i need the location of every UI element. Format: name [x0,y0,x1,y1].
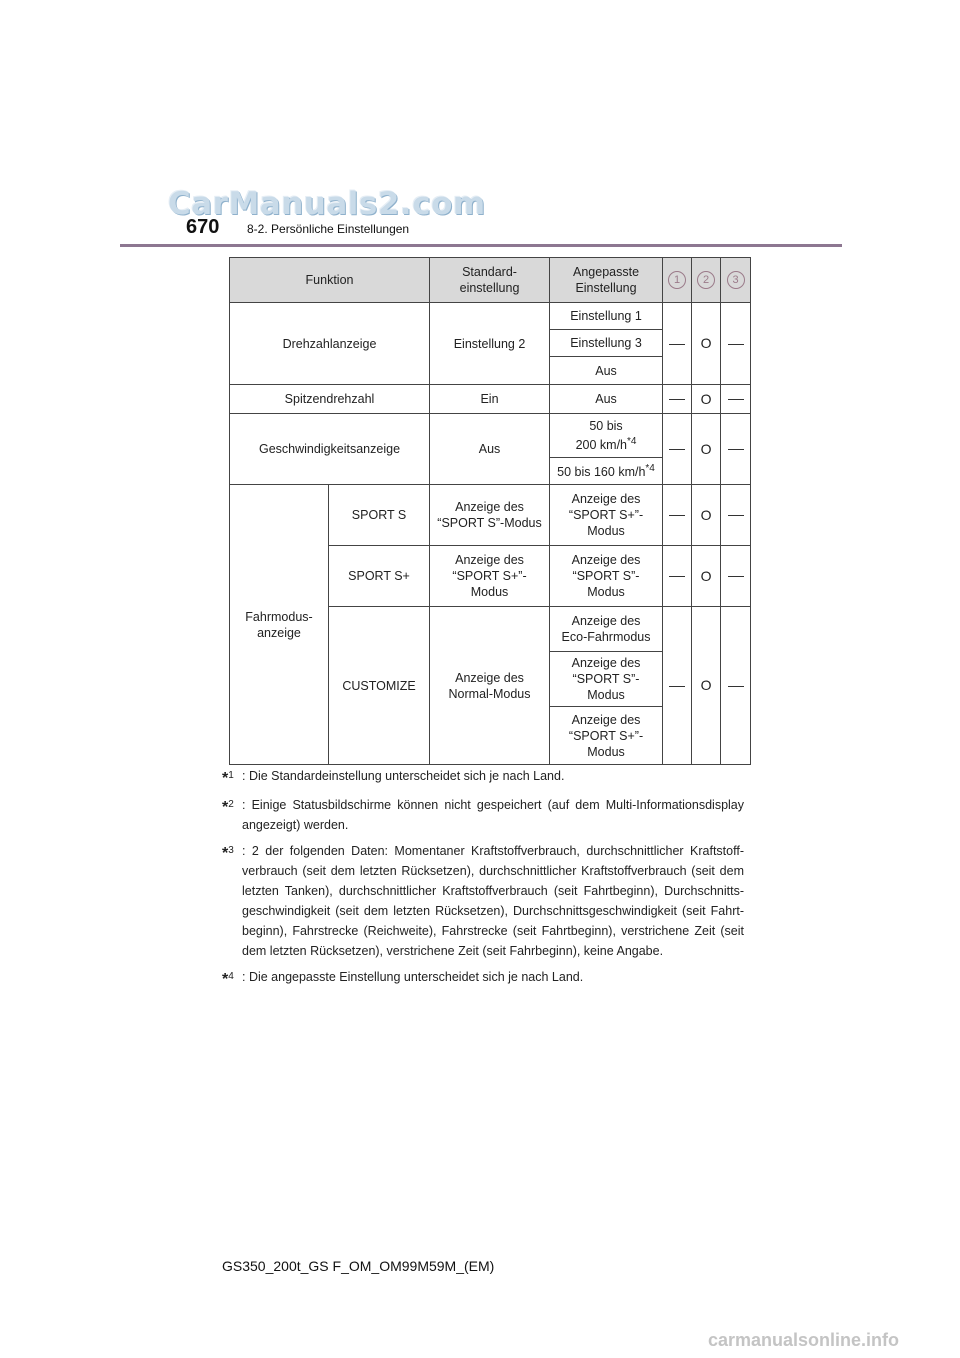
row-option: Anzeige des “SPORT S”-Modus [550,652,663,707]
footnote-ref: *4 [627,435,637,447]
row-standard: Aus [430,414,550,485]
row-funktion: Spitzendrehzahl [230,385,430,414]
mode-label: SPORT S [329,485,430,546]
dash-cell [721,485,751,546]
row-funktion: Drehzahlanzeige [230,303,430,385]
header-standard: Standard- einstellung [430,258,550,303]
dash-cell [721,607,751,765]
footnote-mark: *$^4$ [222,971,234,989]
footnotes [222,766,744,996]
circle-cell [692,303,721,385]
footnote-text: : Die angepasste Einstellung unterscheidet sich je nach Land. [242,970,584,985]
footnote [222,795,744,835]
row-option: Anzeige des Eco-Fahrmodus [550,607,663,652]
watermark-text: carmanualsonline.info [708,1330,900,1350]
footnote-mark: *$^1$ [222,770,234,788]
dash-mark [728,344,744,345]
row-option: Einstellung 1 [550,303,663,330]
footnote-text: : Die Standardeinstellung unterscheidet sich je nach Land. [242,769,565,783]
footnote [222,967,744,990]
circle-cell [692,607,721,765]
dash-mark [728,515,744,516]
table-row [230,485,751,546]
option-text: 50 bis 200 km/h [575,418,627,453]
dash-mark [669,449,685,450]
mode-label: CUSTOMIZE [329,607,430,765]
row-standard: Anzeige des “SPORT S”-Modus [430,485,550,546]
row-option: Anzeige des “SPORT S+”- Modus [550,707,663,765]
circle-mark: O [700,335,712,351]
dash-cell [721,546,751,607]
footnote-text: : Einige Statusbildschirme können nicht gespeichert (auf dem Multi-Informationsdisplay angezeigt) werden. [242,798,744,833]
header-angepasst: Angepasste Einstellung [550,258,663,303]
dash-mark [669,399,685,400]
footnote-mark: *$^3$ [222,845,234,863]
row-standard: Anzeige des Normal-Modus [430,607,550,765]
circle-mark: O [700,506,712,523]
header-funktion: Funktion [230,258,430,303]
option-text: 50 bis 160 km/h [557,465,646,480]
watermark-logo: CarManuals2.com [168,186,486,222]
row-funktion: Geschwindigkeitsanzeige [230,414,430,485]
dash-cell [663,546,692,607]
dash-mark [669,344,685,345]
circle-cell [692,485,721,546]
header-col-2 [692,258,721,303]
dash-mark [728,576,744,577]
dash-cell [663,485,692,546]
section-title: 8-2. Persönliche Einstellungen [247,222,410,236]
mode-label: SPORT S+ [329,546,430,607]
dash-cell [663,414,692,485]
circled-number-2-icon: 2 [697,271,715,289]
settings-table [229,257,751,765]
circle-mark: O [700,440,712,457]
dash-mark [669,686,685,687]
footnote-ref: *4 [645,463,655,475]
row-option: Einstellung 3 [550,330,663,357]
row-standard: Anzeige des “SPORT S+”- Modus [430,546,550,607]
circle-cell [692,385,721,414]
page-number: 670 [186,216,220,238]
dash-cell [663,607,692,765]
table-row [230,385,751,414]
circle-cell [692,414,721,485]
row-option: Aus [550,357,663,385]
footnote-mark: *$^2$ [222,799,234,817]
dash-mark [669,576,685,577]
row-standard: Ein [430,385,550,414]
document-code: GS350_200t_GS F_OM_OM99M59M_(EM) [222,1258,495,1274]
row-option: Anzeige des “SPORT S+”- Modus [550,485,663,546]
header-divider [120,244,842,247]
circled-number-3-icon: 3 [727,271,745,289]
row-option: Anzeige des “SPORT S”-Modus [550,546,663,607]
table-row [230,414,751,458]
footnote [222,766,744,789]
dash-mark [728,449,744,450]
circled-number-1-icon: 1 [668,271,686,289]
row-option: Aus [550,385,663,414]
footnote [222,841,744,961]
circle-mark: O [700,677,712,693]
header-col-3 [721,258,751,303]
row-option [550,458,663,485]
circle-cell [692,546,721,607]
dash-mark [669,515,685,516]
dash-cell [663,303,692,385]
dash-cell [721,414,751,485]
header-col-1 [663,258,692,303]
dash-mark [728,399,744,400]
row-funktion: Fahrmodus- anzeige [230,485,329,765]
row-option [550,414,663,458]
table-header-row [230,258,751,303]
footnote-text: : 2 der folgenden Daten: Momentaner Kraftstoffverbrauch, durchschnittlicher Kraftstoff-verbrauch (seit dem letzten Rücksetzen), durchschnittlicher Kraftstoffverbrauch (seit dem letzten Tanken), durchschnittlicher Kraftstoffverbrauch (seit Fahrtbeginn), Durchschnitts-geschwindigkeit (seit dem letzten Rücksetzen), Durchschnittsgeschwindigkeit (seit Fahrt-beginn), Fahrstrecke (Reichweite), Fahrstrecke (seit Fahrtbeginn), verstrichene Zeit (seit dem letzten Rücksetzen), verstrichene Zeit (seit Fahrbeginn), keine Angabe. [242,844,744,959]
dash-cell [663,385,692,414]
circle-mark: O [700,567,712,584]
circle-mark: O [700,390,712,407]
row-standard: Einstellung 2 [430,303,550,385]
table-row [230,303,751,330]
dash-cell [721,303,751,385]
dash-mark [728,686,744,687]
dash-cell [721,385,751,414]
